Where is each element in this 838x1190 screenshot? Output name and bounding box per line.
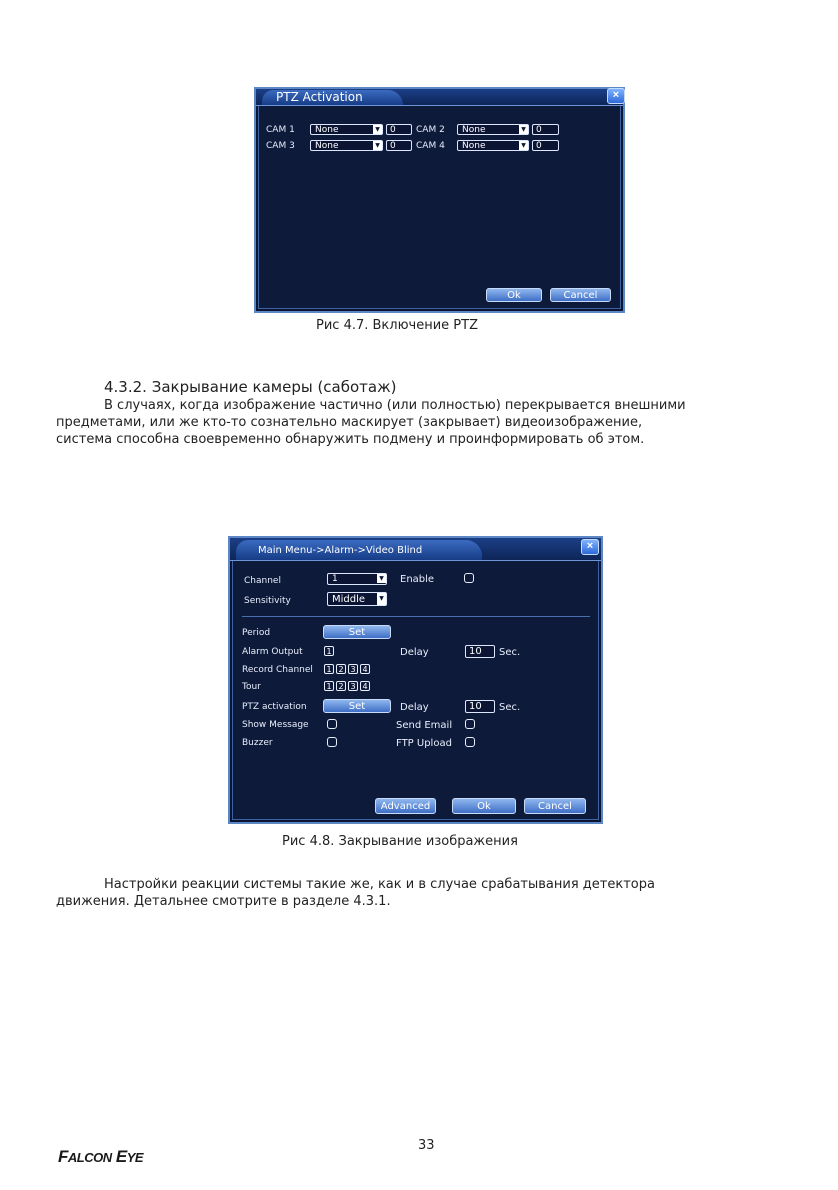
channel-label: Channel <box>244 576 281 586</box>
cam4-value-field[interactable]: 0 <box>532 140 559 151</box>
sensitivity-select-value: Middle <box>332 594 366 605</box>
divider <box>242 616 590 617</box>
advanced-button[interactable]: Advanced <box>375 798 436 814</box>
logo-ye: YE <box>126 1150 144 1165</box>
close-icon[interactable]: × <box>581 539 599 555</box>
channel-select-value: 1 <box>332 574 338 584</box>
page-number: 33 <box>418 1138 435 1153</box>
cam3-label: CAM 3 <box>266 141 295 151</box>
record-channel-1[interactable]: 1 <box>324 664 334 674</box>
ptz-set-button[interactable]: Set <box>323 699 391 713</box>
chevron-down-icon: ▼ <box>519 141 528 150</box>
window-title: Main Menu->Alarm->Video Blind <box>236 540 482 560</box>
cam2-label: CAM 2 <box>416 125 445 135</box>
sensitivity-select[interactable] <box>327 592 387 606</box>
paragraph-line-3: система способна своевременно обнаружить подмену и проинформировать об этом. <box>56 432 645 447</box>
paragraph-line-2: предметами, или же кто-то сознательно маскирует (закрывает) видеоизображение, <box>56 415 643 430</box>
ptz-activation-window <box>254 87 625 313</box>
figure-4-7-caption: Рис 4.7. Включение PTZ <box>316 318 478 333</box>
chevron-down-icon: ▼ <box>377 593 386 605</box>
cam4-select[interactable] <box>457 140 529 151</box>
sensitivity-label: Sensitivity <box>244 596 291 606</box>
cam3-value-field[interactable]: 0 <box>386 140 412 151</box>
ok-button[interactable]: Ok <box>486 288 542 302</box>
cam3-select-value: None <box>315 141 339 151</box>
tour-label: Tour <box>242 682 261 692</box>
record-channel-3[interactable]: 3 <box>348 664 358 674</box>
buzzer-checkbox[interactable] <box>327 737 337 747</box>
cam2-select[interactable] <box>457 124 529 135</box>
period-set-button[interactable]: Set <box>323 625 391 639</box>
sec-label-2: Sec. <box>499 702 521 713</box>
delay-field[interactable]: 10 <box>465 645 495 658</box>
enable-label: Enable <box>400 574 435 585</box>
cam1-label: CAM 1 <box>266 125 295 135</box>
cam1-value-field[interactable]: 0 <box>386 124 412 135</box>
paragraph-2-line-2: движения. Детальнее смотрите в разделе 4.3.1. <box>56 894 391 909</box>
ptz-activation-label: PTZ activation <box>242 702 307 712</box>
cam1-select-value: None <box>315 125 339 135</box>
buzzer-label: Buzzer <box>242 738 273 748</box>
channel-select[interactable] <box>327 573 387 585</box>
delay-field-2[interactable]: 10 <box>465 700 495 713</box>
cancel-button[interactable]: Cancel <box>524 798 586 814</box>
show-message-checkbox[interactable] <box>327 719 337 729</box>
logo-letter-e: E <box>115 1147 127 1166</box>
delay-label-2: Delay <box>400 702 429 713</box>
show-message-label: Show Message <box>242 720 309 730</box>
ok-button[interactable]: Ok <box>452 798 516 814</box>
chevron-down-icon: ▼ <box>519 125 528 134</box>
paragraph-line-1: В случаях, когда изображение частично (или полностью) перекрывается внешними <box>104 398 686 413</box>
cam4-label: CAM 4 <box>416 141 445 151</box>
sec-label: Sec. <box>499 647 521 658</box>
chevron-down-icon: ▼ <box>377 574 386 583</box>
close-icon[interactable]: × <box>607 88 625 104</box>
logo-letter-f: F <box>58 1147 68 1166</box>
window-title: PTZ Activation <box>262 90 403 105</box>
alarm-output-channel[interactable]: 1 <box>324 646 334 656</box>
chevron-down-icon: ▼ <box>373 141 382 150</box>
section-heading: 4.3.2. Закрывание камеры (саботаж) <box>104 378 397 396</box>
record-channel-label: Record Channel <box>242 665 313 675</box>
tour-channel-1[interactable]: 1 <box>324 681 334 691</box>
record-channel-4[interactable]: 4 <box>360 664 370 674</box>
period-label: Period <box>242 628 271 638</box>
cam2-value-field[interactable]: 0 <box>532 124 559 135</box>
cancel-button[interactable]: Cancel <box>550 288 611 302</box>
video-blind-window <box>228 536 603 824</box>
tour-channel-2[interactable]: 2 <box>336 681 346 691</box>
delay-label: Delay <box>400 647 429 658</box>
record-channel-2[interactable]: 2 <box>336 664 346 674</box>
logo-alcon: ALCON <box>67 1150 112 1165</box>
send-email-checkbox[interactable] <box>465 719 475 729</box>
paragraph-2-line-1: Настройки реакции системы такие же, как и в случае срабатывания детектора <box>104 877 655 892</box>
enable-checkbox[interactable] <box>464 573 474 583</box>
cam1-select[interactable] <box>310 124 383 135</box>
cam3-select[interactable] <box>310 140 383 151</box>
cam2-select-value: None <box>462 125 486 135</box>
alarm-output-label: Alarm Output <box>242 647 303 657</box>
ftp-upload-checkbox[interactable] <box>465 737 475 747</box>
send-email-label: Send Email <box>396 720 453 731</box>
falcon-eye-logo <box>58 1147 143 1167</box>
cam4-select-value: None <box>462 141 486 151</box>
chevron-down-icon: ▼ <box>373 125 382 134</box>
tour-channel-4[interactable]: 4 <box>360 681 370 691</box>
figure-4-8-caption: Рис 4.8. Закрывание изображения <box>282 834 518 849</box>
tour-channel-3[interactable]: 3 <box>348 681 358 691</box>
ftp-upload-label: FTP Upload <box>396 738 452 749</box>
